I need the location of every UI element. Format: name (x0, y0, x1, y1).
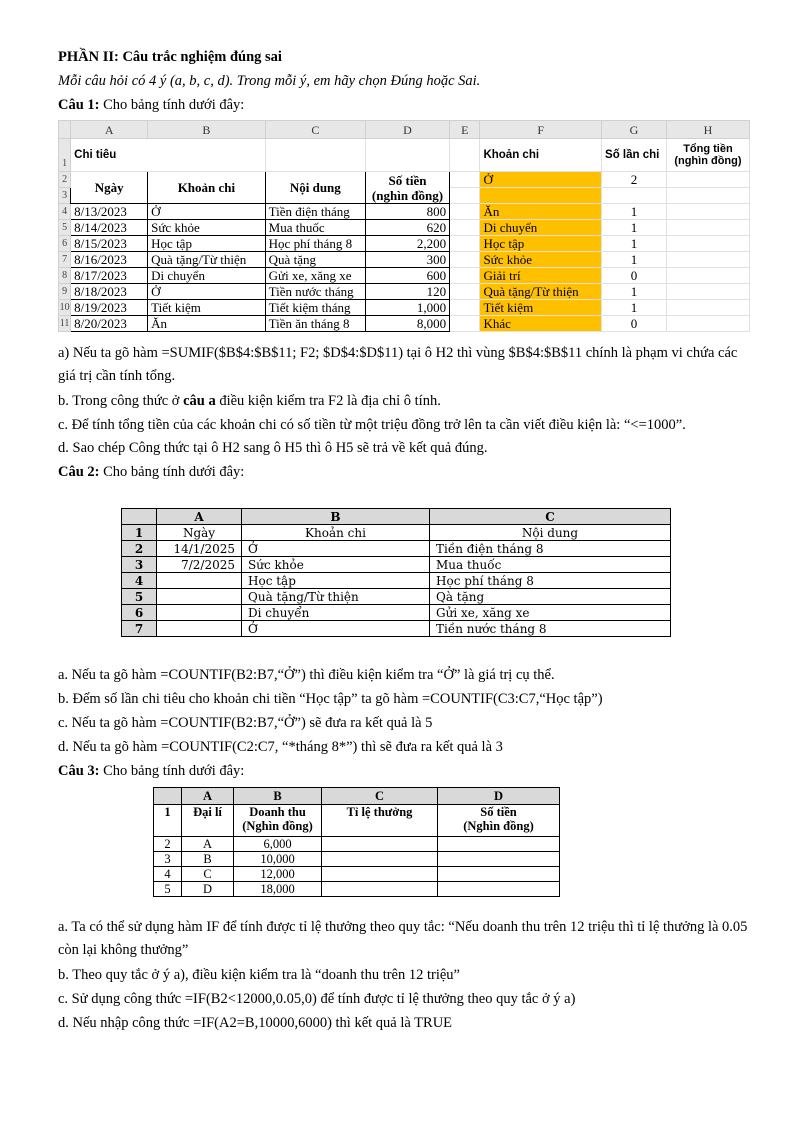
cell-bonus-rate (322, 837, 438, 852)
cell-empty[interactable] (450, 300, 480, 316)
q2-statement-a: a. Nếu ta gõ hàm =COUNTIF(B2:B7,“Ở”) thì điều kiện kiểm tra “Ở” là giá trị cụ thể. (58, 667, 555, 683)
cell-date: Ngày (157, 525, 242, 541)
table-header-row (122, 509, 671, 525)
table-row (122, 525, 671, 541)
cell-date (157, 573, 242, 589)
cell-date (157, 621, 242, 637)
q3-label: Câu 3: (58, 763, 100, 779)
cell-category[interactable]: Di chuyển (148, 268, 266, 284)
q1-b-text: b. Trong công thức ở (58, 393, 184, 409)
cell-e2[interactable] (450, 172, 480, 188)
cell-description: Tiền điện tháng 8 (430, 541, 671, 557)
cell-expense-type[interactable]: Khác (480, 316, 602, 332)
cell-category: Sức khỏe (242, 557, 430, 573)
cell-f1[interactable]: Khoản chi (480, 139, 602, 172)
cell-date[interactable]: 8/19/2023 (71, 300, 148, 316)
cell-date[interactable]: 8/14/2023 (71, 220, 148, 236)
cell-g2[interactable]: 2 (602, 172, 667, 188)
sheet-row (59, 236, 750, 252)
cell-h3[interactable] (666, 188, 749, 204)
cell-revenue: 12,000 (234, 867, 322, 882)
row-number[interactable]: 8 (59, 268, 71, 284)
cell-empty[interactable] (450, 220, 480, 236)
cell-revenue: 18,000 (234, 882, 322, 897)
cell-agency: A (182, 837, 234, 852)
table-row (154, 837, 560, 852)
cell-category: Ở (242, 541, 430, 557)
q3-heading (58, 762, 244, 780)
cell-empty[interactable] (450, 316, 480, 332)
cell-c2[interactable]: Nội dung (265, 172, 365, 204)
q1-prompt: Cho bảng tính dưới đây: (99, 97, 245, 113)
cell-empty[interactable] (450, 284, 480, 300)
cell-amount[interactable]: 800 (365, 204, 449, 220)
q2-label: Câu 2: (58, 464, 100, 480)
sheet-row (59, 300, 750, 316)
sheet-row (59, 220, 750, 236)
cell-expense-type[interactable]: Ăn (480, 204, 602, 220)
cell-h2[interactable] (666, 172, 749, 188)
cell-description: Tiền nước tháng 8 (430, 621, 671, 637)
row-number[interactable]: 1 (59, 139, 71, 172)
table-row (154, 867, 560, 882)
cell-expense-type[interactable]: Sức khỏe (480, 252, 602, 268)
table-row (122, 589, 671, 605)
row-number[interactable]: 10 (59, 300, 71, 316)
q3-statement-a: a. Ta có thể sử dụng hàm IF để tính được tỉ lệ thưởng theo quy tắc: “Nếu doanh thu trên 12 triệu thì tỉ lệ thưởng là 0.05 còn lại không thưởng” (58, 919, 748, 958)
corner-cell[interactable] (59, 121, 71, 139)
cell-count[interactable]: 1 (602, 236, 667, 252)
cell-description[interactable]: Quà tặng (265, 252, 365, 268)
cell-a2[interactable]: Ngày (71, 172, 148, 204)
cell-amount[interactable]: 620 (365, 220, 449, 236)
col-header-f[interactable]: F (480, 121, 602, 139)
cell-agency: C (182, 867, 234, 882)
row-number[interactable]: 9 (59, 284, 71, 300)
cell-category[interactable]: Ở (148, 204, 266, 220)
cell-total[interactable] (666, 300, 749, 316)
q2-prompt: Cho bảng tính dưới đây: (99, 464, 245, 480)
q1-label: Câu 1: (58, 97, 100, 113)
cell-amount[interactable]: 600 (365, 268, 449, 284)
row-number[interactable]: 5 (59, 220, 71, 236)
q3-statement-d: d. Nếu nhập công thức =IF(A2=B,10000,6000) thì kết quả là TRUE (58, 1015, 453, 1031)
cell-bonus-rate-header: Tỉ lệ thưởng (322, 805, 438, 837)
cell-revenue: 6,000 (234, 837, 322, 852)
sheet-row (59, 316, 750, 332)
col-header-b: B (242, 509, 430, 525)
cell-e1[interactable] (450, 139, 480, 172)
cell-date (157, 589, 242, 605)
column-header-row (59, 121, 750, 139)
q1-b-text-end: điều kiện kiểm tra F2 là địa chỉ ô tính. (215, 393, 441, 409)
cell-amount (438, 867, 560, 882)
cell-amount[interactable]: 2,200 (365, 236, 449, 252)
cell-c1[interactable] (265, 139, 365, 172)
cell-total[interactable] (666, 236, 749, 252)
q1-statement-b (58, 392, 441, 410)
table-header-row (154, 788, 560, 805)
cell-agency: B (182, 852, 234, 867)
row-number[interactable]: 11 (59, 316, 71, 332)
cell-date[interactable]: 8/13/2023 (71, 204, 148, 220)
cell-count[interactable]: 0 (602, 268, 667, 284)
cell-date[interactable]: 8/16/2023 (71, 252, 148, 268)
table-3 (153, 787, 560, 897)
q2-statement-b: b. Đếm số lần chi tiêu cho khoản chi tiền “Học tập” ta gõ hàm =COUNTIF(C3:C7,“Học tập”) (58, 691, 603, 707)
cell-e3[interactable] (450, 188, 480, 204)
cell-expense-type[interactable]: Giải trí (480, 268, 602, 284)
sheet-row (59, 268, 750, 284)
cell-bonus-rate (322, 882, 438, 897)
cell-category[interactable]: Ở (148, 284, 266, 300)
sheet-row-1 (59, 139, 750, 172)
q2-heading (58, 463, 244, 481)
cell-a1[interactable]: Chi tiêu (71, 139, 266, 172)
cell-g3[interactable] (602, 188, 667, 204)
col-header-e[interactable]: E (450, 121, 480, 139)
cell-amount-header (438, 805, 560, 837)
amount-header-line2: (Nghìn đồng) (463, 819, 534, 833)
col-header-a[interactable]: A (71, 121, 148, 139)
cell-expense-type[interactable]: Quà tặng/Từ thiện (480, 284, 602, 300)
row-number[interactable]: 2 (59, 172, 71, 188)
cell-count[interactable]: 1 (602, 284, 667, 300)
col-header-b: B (234, 788, 322, 805)
row-number: 5 (154, 882, 182, 897)
cell-expense-type[interactable]: Học tập (480, 236, 602, 252)
table-row (122, 557, 671, 573)
table-row (154, 852, 560, 867)
cell-description[interactable]: Tiết kiệm tháng (265, 300, 365, 316)
row-number: 1 (154, 805, 182, 837)
cell-f3[interactable] (480, 188, 602, 204)
cell-amount[interactable]: 300 (365, 252, 449, 268)
cell-empty[interactable] (450, 204, 480, 220)
q3-statement-b: b. Theo quy tắc ở ý a), điều kiện kiểm tra là “doanh thu trên 12 triệu” (58, 967, 460, 983)
cell-count[interactable]: 0 (602, 316, 667, 332)
corner-cell (154, 788, 182, 805)
cell-description[interactable]: Tiền ăn tháng 8 (265, 316, 365, 332)
cell-description[interactable]: Tiền nước tháng (265, 284, 365, 300)
cell-category[interactable]: Sức khỏe (148, 220, 266, 236)
table-2 (121, 508, 671, 637)
cell-category: Quà tặng/Từ thiện (242, 589, 430, 605)
table-row (122, 621, 671, 637)
row-number: 2 (122, 541, 157, 557)
amount-header-line1: Số tiền (480, 805, 517, 819)
cell-total[interactable] (666, 220, 749, 236)
cell-date[interactable]: 8/18/2023 (71, 284, 148, 300)
sheet-row (59, 284, 750, 300)
col-header-d[interactable]: D (365, 121, 449, 139)
cell-category: Di chuyển (242, 605, 430, 621)
cell-amount (438, 882, 560, 897)
sheet-row-2 (59, 172, 750, 188)
cell-total[interactable] (666, 284, 749, 300)
row-number[interactable]: 3 (59, 188, 71, 204)
row-number[interactable]: 6 (59, 236, 71, 252)
q1-b-emphasis: câu a (183, 393, 216, 409)
col-header-b[interactable]: B (148, 121, 266, 139)
q1-statement-a: a) Nếu ta gõ hàm =SUMIF($B$4:$B$11; F2; $D$4:$D$11) tại ô H2 thì vùng $B$4:$B$11 chính là phạm vi chứa các giá trị cần tính tổng. (58, 345, 738, 384)
cell-description: Học phí tháng 8 (430, 573, 671, 589)
q2-statement-d: d. Nếu ta gõ hàm =COUNTIF(C2:C7, “*tháng 8*”) thì sẽ đưa ra kết quả là 3 (58, 739, 503, 755)
cell-count[interactable]: 1 (602, 204, 667, 220)
row-number[interactable]: 7 (59, 252, 71, 268)
cell-description[interactable]: Mua thuốc (265, 220, 365, 236)
q3-statement-c: c. Sử dụng công thức =IF(B2<12000,0.05,0) để tính được tỉ lệ thưởng theo quy tắc ở ý a) (58, 991, 576, 1007)
table-row (122, 573, 671, 589)
cell-description[interactable]: Gửi xe, xăng xe (265, 268, 365, 284)
instructions: Mỗi câu hỏi có 4 ý (a, b, c, d). Trong mỗi ý, em hãy chọn Đúng hoặc Sai. (58, 73, 481, 89)
cell-empty[interactable] (450, 252, 480, 268)
cell-count[interactable]: 1 (602, 300, 667, 316)
table-row (122, 605, 671, 621)
corner-cell (122, 509, 157, 525)
cell-amount[interactable]: 8,000 (365, 316, 449, 332)
table-row (154, 882, 560, 897)
cell-amount[interactable]: 1,000 (365, 300, 449, 316)
cell-date[interactable]: 8/15/2023 (71, 236, 148, 252)
cell-description: Gửi xe, xăng xe (430, 605, 671, 621)
col-header-c: C (322, 788, 438, 805)
cell-date (157, 605, 242, 621)
cell-f2[interactable]: Ở (480, 172, 602, 188)
cell-total[interactable] (666, 268, 749, 284)
row-number: 4 (154, 867, 182, 882)
cell-total[interactable] (666, 252, 749, 268)
cell-amount[interactable]: 120 (365, 284, 449, 300)
cell-date[interactable]: 8/17/2023 (71, 268, 148, 284)
spreadsheet-1 (58, 120, 750, 332)
cell-category[interactable]: Ăn (148, 316, 266, 332)
revenue-header-line2: (Nghìn đồng) (242, 819, 313, 833)
cell-description: Qà tặng (430, 589, 671, 605)
q1-heading (58, 96, 244, 114)
cell-category: Học tập (242, 573, 430, 589)
cell-expense-type[interactable]: Di chuyển (480, 220, 602, 236)
row-number: 3 (154, 852, 182, 867)
table-row (154, 805, 560, 837)
cell-category[interactable]: Học tập (148, 236, 266, 252)
table-row (122, 541, 671, 557)
cell-agency-header: Đại lí (182, 805, 234, 837)
cell-total[interactable] (666, 204, 749, 220)
cell-revenue-header (234, 805, 322, 837)
cell-description: Mua thuốc (430, 557, 671, 573)
revenue-header-line1: Doanh thu (249, 805, 306, 819)
cell-description[interactable]: Học phí tháng 8 (265, 236, 365, 252)
cell-amount (438, 837, 560, 852)
cell-b2[interactable]: Khoản chi (148, 172, 266, 204)
q1-statement-c: c. Để tính tổng tiền của các khoản chi có số tiền từ một triệu đồng trở lên ta cần viết điều kiện là: “<=1000”. (58, 417, 686, 433)
cell-description: Nội dung (430, 525, 671, 541)
cell-category: Ở (242, 621, 430, 637)
cell-expense-type[interactable]: Tiết kiệm (480, 300, 602, 316)
col-header-g[interactable]: G (602, 121, 667, 139)
row-number: 7 (122, 621, 157, 637)
col-header-c: C (430, 509, 671, 525)
row-number: 5 (122, 589, 157, 605)
col-header-h[interactable]: H (666, 121, 749, 139)
cell-empty[interactable] (450, 236, 480, 252)
row-number: 4 (122, 573, 157, 589)
row-number: 3 (122, 557, 157, 573)
cell-total[interactable] (666, 316, 749, 332)
cell-d1[interactable] (365, 139, 449, 172)
cell-empty[interactable] (450, 268, 480, 284)
q3-prompt: Cho bảng tính dưới đây: (99, 763, 245, 779)
row-number: 2 (154, 837, 182, 852)
section-title: PHẦN II: Câu trắc nghiệm đúng sai (58, 49, 282, 65)
cell-description[interactable]: Tiền điện tháng (265, 204, 365, 220)
row-number: 6 (122, 605, 157, 621)
cell-d2[interactable]: Số tiền (nghìn đồng) (365, 172, 449, 204)
sheet-row (59, 204, 750, 220)
sheet-row (59, 252, 750, 268)
cell-g1[interactable]: Số lần chi (602, 139, 667, 172)
cell-bonus-rate (322, 852, 438, 867)
cell-h1[interactable]: Tổng tiền (nghìn đồng) (666, 139, 749, 172)
col-header-d: D (438, 788, 560, 805)
cell-date[interactable]: 8/20/2023 (71, 316, 148, 332)
q2-statement-c: c. Nếu ta gõ hàm =COUNTIF(B2:B7,“Ở”) sẽ đưa ra kết quả là 5 (58, 715, 433, 731)
cell-date: 7/2/2025 (157, 557, 242, 573)
cell-bonus-rate (322, 867, 438, 882)
cell-count[interactable]: 1 (602, 252, 667, 268)
col-header-a: A (157, 509, 242, 525)
cell-revenue: 10,000 (234, 852, 322, 867)
col-header-a: A (182, 788, 234, 805)
col-header-c[interactable]: C (265, 121, 365, 139)
cell-agency: D (182, 882, 234, 897)
cell-category[interactable]: Tiết kiệm (148, 300, 266, 316)
q1-statement-d: d. Sao chép Công thức tại ô H2 sang ô H5 thì ô H5 sẽ trả về kết quả đúng. (58, 440, 488, 456)
cell-category[interactable]: Quà tặng/Từ thiện (148, 252, 266, 268)
cell-category: Khoản chi (242, 525, 430, 541)
row-number[interactable]: 4 (59, 204, 71, 220)
row-number: 1 (122, 525, 157, 541)
cell-count[interactable]: 1 (602, 220, 667, 236)
cell-amount (438, 852, 560, 867)
cell-date: 14/1/2025 (157, 541, 242, 557)
